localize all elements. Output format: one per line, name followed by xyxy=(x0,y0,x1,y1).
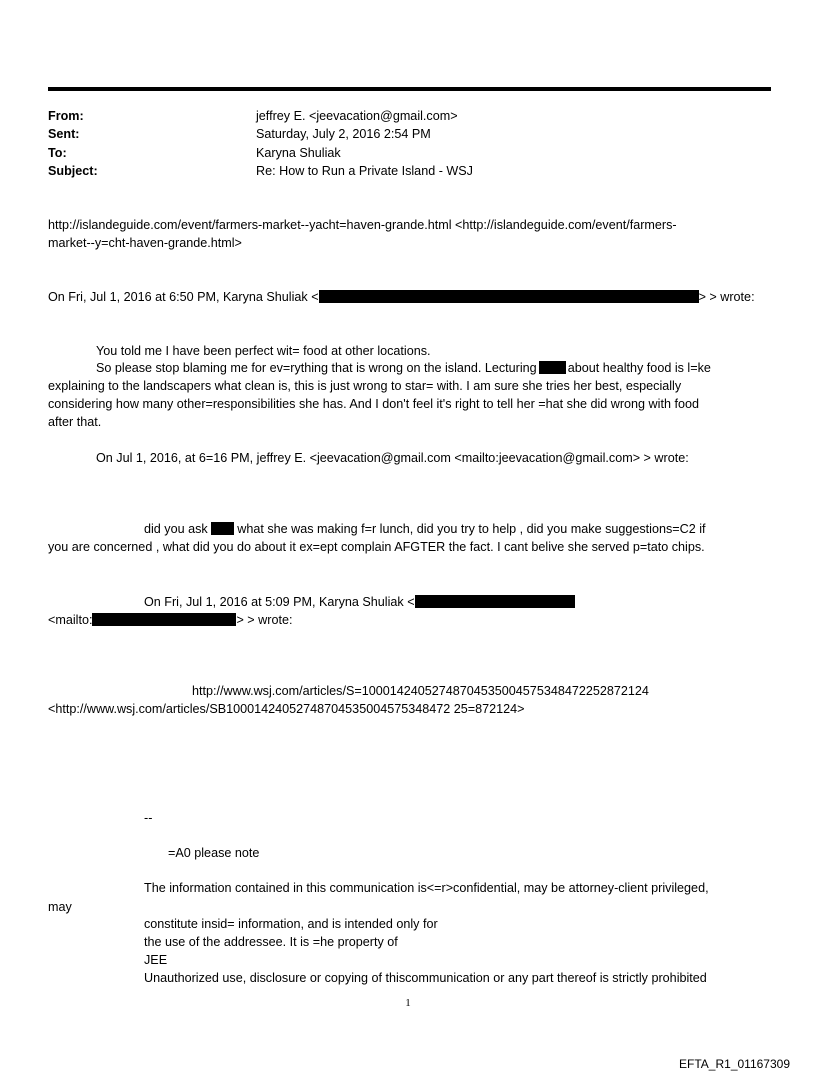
to-value: Karyna Shuliak xyxy=(256,146,341,160)
quote-header-3-line-2b: > > wrote: xyxy=(236,613,293,627)
redaction-bar xyxy=(211,522,234,535)
sent-label: Sent: xyxy=(48,127,80,141)
message-1-line-4: considering how many other=responsibilities she has. And I don't feel it's right to tell her =hat she did wrong with food xyxy=(48,397,699,411)
redaction-bar xyxy=(92,613,236,626)
quote-header-2: On Jul 1, 2016, at 6=16 PM, jeffrey E. <jeevacation@gmail.com <mailto:jeevacation@gmail.com> > wrote: xyxy=(96,451,689,465)
subject-value: Re: How to Run a Private Island - WSJ xyxy=(256,164,473,178)
quote-header-1-suffix: > > wrote: xyxy=(698,290,755,304)
redaction-bar xyxy=(319,290,699,303)
confidentiality-may: may xyxy=(48,900,72,914)
subject-label: Subject: xyxy=(48,164,98,178)
confidentiality-line-5: Unauthorized use, disclosure or copying of thiscommunication or any part thereof is strictly prohibited xyxy=(144,971,707,985)
redaction-bar xyxy=(539,361,566,374)
from-value: jeffrey E. <jeevacation@gmail.com> xyxy=(256,109,458,123)
header-rule xyxy=(48,87,771,91)
quote-header-3-line-1: On Fri, Jul 1, 2016 at 5:09 PM, Karyna Shuliak < xyxy=(144,595,415,609)
message-2-line-1b: what she was making f=r lunch, did you try to help , did you make suggestions=C2 if xyxy=(237,522,706,536)
confidentiality-line-2: constitute insid= information, and is intended only for xyxy=(144,917,438,931)
confidentiality-line-1: The information contained in this communication is<=r>confidential, may be attorney-client privileged, xyxy=(144,881,709,895)
sent-value: Saturday, July 2, 2016 2:54 PM xyxy=(256,127,431,141)
signature-note: =A0 please note xyxy=(168,846,260,860)
from-label: From: xyxy=(48,109,84,123)
message-2-line-1a: did you ask xyxy=(144,522,208,536)
to-label: To: xyxy=(48,146,67,160)
message-1-line-2a: So please stop blaming me for ev=rything that is wrong on the island. Lecturing xyxy=(96,361,537,375)
message-1-line-1: You told me I have been perfect wit= food at other locations. xyxy=(96,344,431,358)
document-id: EFTA_R1_01167309 xyxy=(679,1057,790,1071)
signature-separator: -- xyxy=(144,811,153,825)
wsj-link-cont[interactable]: <http://www.wsj.com/articles/SB10001424052748704535004575348472 25=872124> xyxy=(48,702,525,716)
wsj-link[interactable]: http://www.wsj.com/articles/S=10001424052748704535004575348472252872124 xyxy=(192,684,649,698)
confidentiality-line-4: JEE xyxy=(144,953,168,967)
farmers-market-link-cont[interactable]: market--y=cht-haven-grande.html> xyxy=(48,236,242,250)
redaction-bar xyxy=(415,595,575,608)
quote-header-1-prefix: On Fri, Jul 1, 2016 at 6:50 PM, Karyna Shuliak < xyxy=(48,290,319,304)
message-1-line-2b: about healthy food is l=ke xyxy=(567,361,711,375)
quote-header-3-mailto xyxy=(48,612,292,629)
message-1-line-2 xyxy=(96,360,711,377)
quote-header-3-line-2a: <mailto: xyxy=(48,613,93,627)
message-1-line-5: after that. xyxy=(48,415,102,429)
confidentiality-line-3: the use of the addressee. It is =he property of xyxy=(144,935,398,949)
message-2-line-1 xyxy=(144,521,706,538)
message-2-line-2: you are concerned , what did you do about it ex=ept complain AFGTER the fact. I cant belive she served p=tato chips. xyxy=(48,540,705,554)
quote-header-1 xyxy=(48,289,755,306)
farmers-market-link[interactable]: http://islandeguide.com/event/farmers-market--yacht=haven-grande.html <http://islandeguide.com/event/farmers- xyxy=(48,218,677,232)
message-1-line-3: explaining to the landscapers what clean is, this is just wrong to star= with. I am sure she tries her best, especially xyxy=(48,379,682,393)
quote-header-3 xyxy=(144,594,575,611)
page-number: 1 xyxy=(405,997,411,1009)
